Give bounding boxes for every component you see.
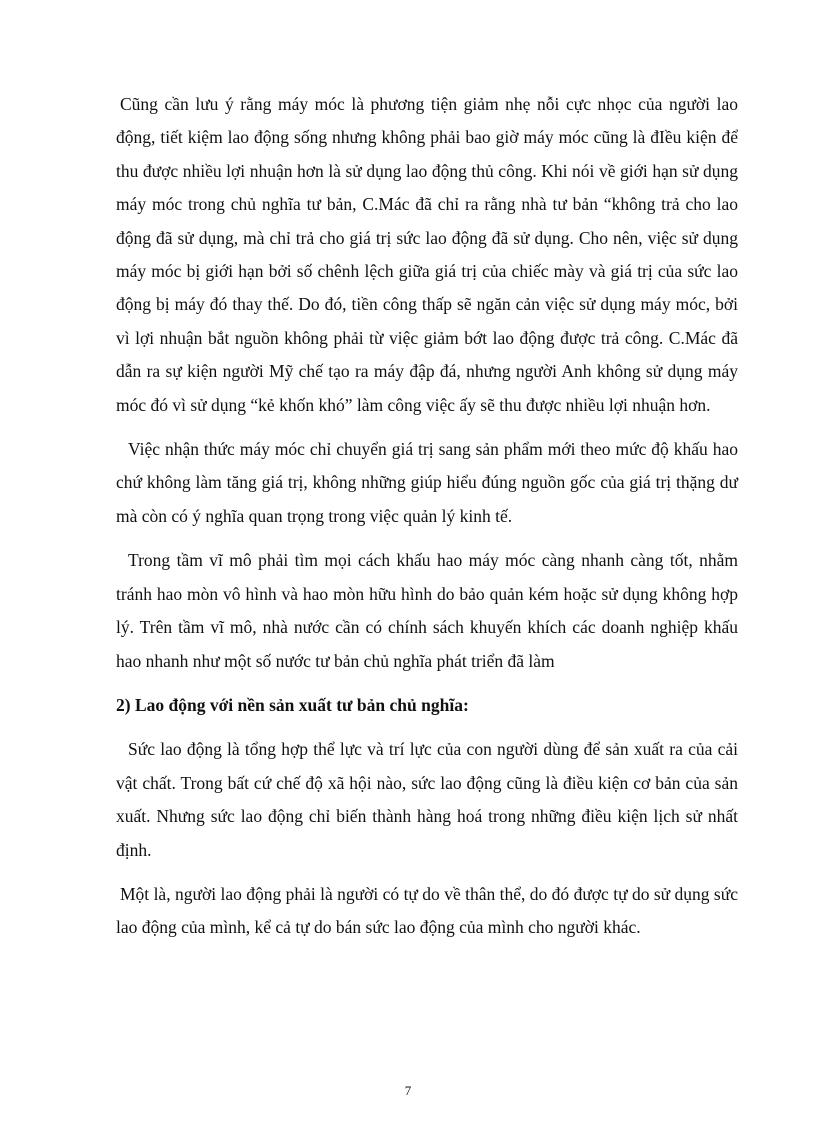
paragraph-machinery-limits: Cũng cần lưu ý rằng máy móc là phương tiện giảm nhẹ nỗi cực nhọc của người lao động, tiết kiệm lao động sống nhưng không phải bao giờ máy móc cũng là đIều kiện để thu được nhiều lợi nhuận hơn là sử dụng lao động thủ công. Khi nói về giới hạn sử dụng máy móc trong chủ nghĩa tư bản, C.Mác đã chỉ ra rằng nhà tư bản “không trả cho lao động đã sử dụng, mà chỉ trả cho giá trị sức lao động đã sử dụng. Cho nên, việc sử dụng máy móc bị giới hạn bởi số chênh lệch giữa giá trị của chiếc mày và giá trị của sức lao động bị máy đó thay thế. Do đó, tiền công thấp sẽ ngăn cản việc sử dụng máy móc, bởi vì lợi nhuận bắt nguồn không phải từ việc giảm bớt lao động được trả công. C.Mác đã dẫn ra sự kiện người Mỹ chế tạo ra máy đập đá, nhưng người Anh không sử dụng máy móc đó vì sử dụng “kẻ khốn khó” làm công việc ấy sẽ thu được nhiều lợi nhuận hơn. (116, 94, 738, 415)
paragraph-depreciation: Việc nhận thức máy móc chỉ chuyển giá trị sang sản phẩm mới theo mức độ khấu hao chứ không làm tăng giá trị, không những giúp hiểu đúng nguồn gốc của giá trị thặng dư mà còn có ý nghĩa quan trọng trong việc quản lý kinh tế. (116, 439, 738, 526)
paragraph-condition-one: Một là, người lao động phải là người có tự do về thân thể, do đó được tự do sử dụng sức lao động của mình, kể cả tự do bán sức lao động của mình cho người khác. (116, 883, 738, 938)
paragraph-macro-policy: Trong tầm vĩ mô phải tìm mọi cách khấu hao máy móc càng nhanh càng tốt, nhằm tránh hao mòn vô hình và hao mòn hữu hình do bảo quản kém hoặc sử dụng không hợp lý. Trên tầm vĩ mô, nhà nước cần có chính sách khuyến khích các doanh nghiệp khấu hao nhanh như một số nước tư bản chủ nghĩa phát triển đã làm (116, 550, 738, 671)
section-heading: 2) Lao động với nền sản xuất tư bản chủ nghĩa: (116, 694, 469, 715)
page-number: 7 (404, 1083, 412, 1098)
document-body (116, 88, 738, 945)
paragraph-labor-power: Sức lao động là tổng hợp thể lực và trí lực của con người dùng để sản xuất ra của cải vật chất. Trong bất cứ chế độ xã hội nào, sức lao động cũng là điều kiện cơ bản của sản xuất. Nhưng sức lao động chỉ biến thành hàng hoá trong những điều kiện lịch sử nhất định. (116, 739, 738, 860)
